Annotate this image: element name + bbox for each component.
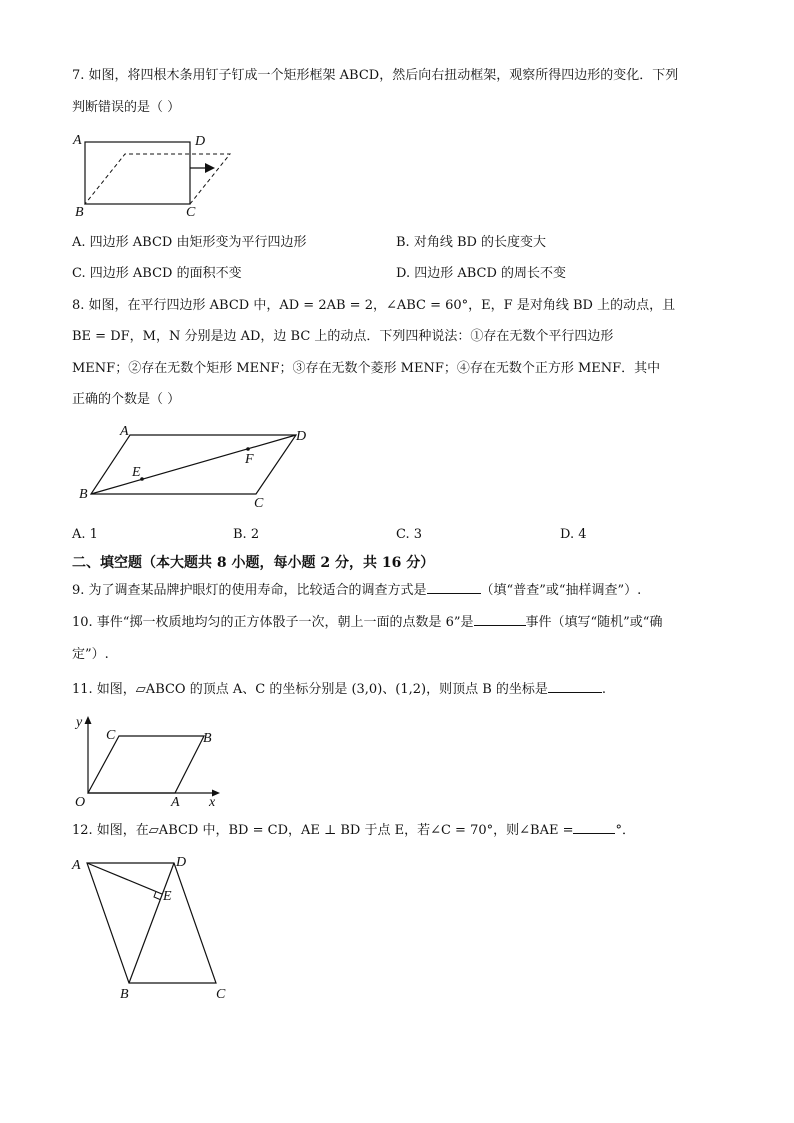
q8-point-F [246, 447, 250, 451]
q8-point-E [140, 477, 144, 481]
q12-segment-AE [87, 863, 162, 894]
q8-stem-line2: BE = DF，M，N 分别是边 AD，边 BC 上的动点．下列四种说法：①存在无数个平行四边形 [72, 329, 614, 344]
q12-text-before: 12. 如图，在▱ABCD 中，BD = CD，AE ⊥ BD 于点 E，若∠C = 70°，则∠BAE = [72, 823, 574, 838]
q10-text-before: 10. 事件“掷一枚质地均匀的正方体骰子一次，朝上一面的点数是 6”是 [72, 615, 474, 630]
q11-label-y: y [76, 715, 83, 730]
q8-stem-line4: 正确的个数是（ ） [72, 392, 181, 407]
q11-stem [72, 681, 606, 699]
q10-stem-line2: 定”）. [72, 647, 109, 662]
q7-rectangle [85, 142, 190, 204]
q7-label-B: B [75, 205, 84, 220]
q8-figure [76, 424, 316, 514]
q7-option-b: B. 对角线 BD 的长度变大 [396, 235, 547, 250]
q8-label-C: C [254, 496, 264, 511]
q8-option-b: B. 2 [233, 527, 260, 542]
q9-text-after: （填“普查”或“抽样调查”）. [480, 583, 642, 598]
q12-label-C: C [216, 987, 226, 1002]
q11-answer-blank[interactable] [548, 692, 602, 693]
q8-stem-line3: MENF；②存在无数个矩形 MENF；③存在无数个菱形 MENF；④存在无数个正方形 MENF．其中 [72, 361, 661, 376]
q12-text-after: °． [615, 823, 635, 838]
q8-label-F: F [245, 452, 254, 467]
q11-figure [72, 712, 232, 812]
q11-label-A: A [171, 795, 180, 810]
q10-text-after: 事件（填写“随机”或“确 [525, 615, 663, 630]
q11-y-arrow [85, 716, 92, 724]
q11-label-C: C [106, 728, 116, 743]
q8-option-c: C. 3 [396, 527, 423, 542]
q7-label-A: A [73, 133, 82, 148]
q8-option-d: D. 4 [560, 527, 587, 542]
q11-label-B: B [203, 731, 212, 746]
q7-label-C: C [186, 205, 196, 220]
q11-text-before: 11. 如图，▱ABCO 的顶点 A、C 的坐标分别是 (3,0)、(1,2)，则顶点 B 的坐标是 [72, 682, 548, 697]
q12-figure [70, 850, 240, 1005]
q9-stem [72, 582, 641, 600]
q8-label-D: D [296, 429, 307, 444]
q8-stem-line1: 8. 如图，在平行四边形 ABCD 中，AD = 2AB = 2，∠ABC = 60°，E，F 是对角线 BD 上的动点，且 [72, 298, 676, 313]
q7-option-d: D. 四边形 ABCD 的周长不变 [396, 266, 567, 281]
q11-parallelogram [88, 736, 204, 793]
q7-option-a: A. 四边形 ABCD 由矩形变为平行四边形 [72, 235, 307, 250]
q7-parallelogram-dashed [85, 154, 230, 204]
q7-figure [70, 128, 240, 223]
q7-stem-line1: 7. 如图，将四根木条用钉子钉成一个矩形框架 ABCD，然后向右扭动框架，观察所得四边形的变化．下列 [72, 68, 679, 83]
q7-label-D: D [195, 134, 206, 149]
q12-stem [72, 822, 635, 840]
q11-text-after: . [601, 682, 607, 697]
q8-option-a: A. 1 [72, 527, 98, 542]
q12-label-A: A [72, 858, 81, 873]
q11-label-O: O [75, 795, 86, 810]
q12-diagonal-BD [129, 863, 174, 983]
q8-label-B: B [79, 487, 88, 502]
q8-label-E: E [132, 465, 141, 480]
q7-option-c: C. 四边形 ABCD 的面积不变 [72, 266, 242, 281]
q10-stem [72, 614, 662, 632]
q9-answer-blank[interactable] [427, 593, 481, 594]
q12-label-E: E [163, 889, 172, 904]
q11-label-x: x [209, 795, 216, 810]
q8-diagonal-BD [91, 435, 296, 494]
q8-label-A: A [120, 424, 129, 439]
q7-stem-line2: 判断错误的是（ ） [72, 100, 181, 115]
q10-answer-blank[interactable] [474, 625, 526, 626]
q12-answer-blank[interactable] [573, 833, 615, 834]
q9-text-before: 9. 为了调查某品牌护眼灯的使用寿命，比较适合的调查方式是 [72, 583, 427, 598]
q7-arrow-head [205, 163, 215, 173]
q12-label-B: B [120, 987, 129, 1002]
section-title: 二、填空题（本大题共 8 小题，每小题 2 分，共 16 分） [72, 555, 435, 571]
q12-label-D: D [176, 855, 187, 870]
